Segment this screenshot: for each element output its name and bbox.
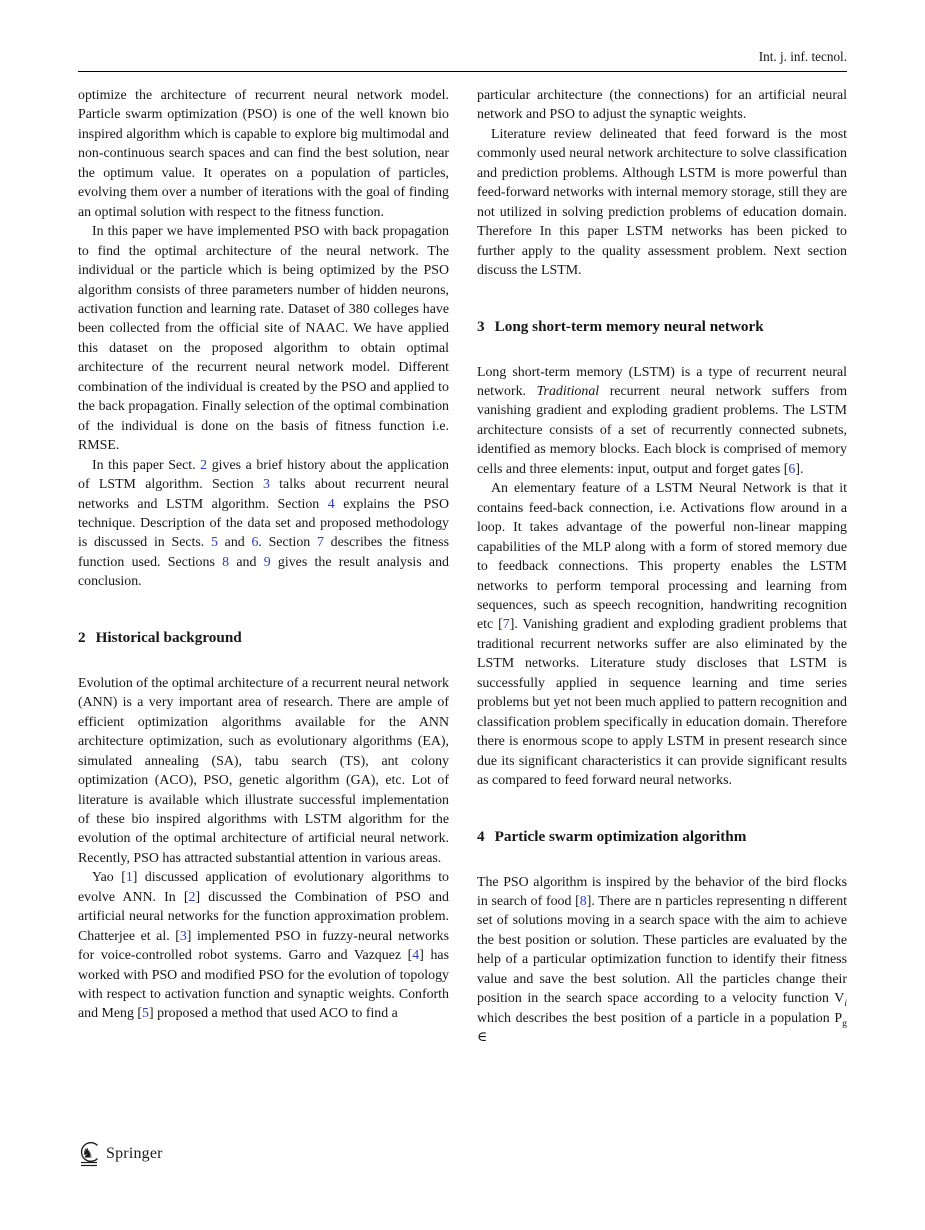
- right-column: [477, 86, 847, 1048]
- paragraph: [78, 456, 449, 592]
- paragraph: [78, 868, 449, 1024]
- text-run: particular architecture (the connections) for an artificial neural network and PSO to adjust the synaptic weights.: [477, 88, 847, 123]
- paragraph: [78, 674, 449, 869]
- reference-link[interactable]: 3: [262, 477, 270, 493]
- section-title: Historical background: [95, 628, 242, 646]
- section-title: Particle swarm optimization algorithm: [494, 827, 747, 845]
- section-number: 4: [477, 827, 485, 845]
- paragraph: [477, 479, 847, 790]
- text-run: describes the fitness function used. Sections: [78, 535, 449, 570]
- section-number: 3: [477, 317, 485, 335]
- text-run: Literature review delineated that feed forward is the most commonly used neural network architecture to solve classification and prediction problems. Although LSTM is more powerful than feed-forward networks with internal memory storage, still they are not utilized in solving prediction problems of education domain. Therefore In this paper LSTM networks has been picked to further apply to the quality assessment problem. Next section discuss the LSTM.: [477, 126, 847, 279]
- text-run: ] implemented PSO in fuzzy-neural networks for voice-controlled robot systems. Garro and Vazquez [: [78, 928, 449, 964]
- text-run: i: [844, 998, 847, 1009]
- section-heading: [477, 317, 847, 337]
- reference-link[interactable]: 5: [210, 535, 218, 551]
- section-heading: [477, 827, 847, 847]
- text-run: optimize the architecture of recurrent neural network model. Particle swarm optimization (PSO) is one of the well known bio inspired algorithm which is capable to explore big multimodal and non-continuous search spaces and can find the best solution, near the optimum value. It operates on a population of particles, evolving them over a number of iterations with the goal of finding an optimal solution with respect to the fitness function.: [78, 88, 449, 220]
- paragraph: [477, 86, 847, 125]
- journal-running-head: Int. j. inf. tecnol.: [758, 49, 847, 64]
- text-run: which describes the best position of a particle in a population P: [477, 1010, 843, 1026]
- text-run: ] proposed a method that used ACO to find a: [149, 1006, 398, 1022]
- header-rule: [78, 71, 847, 72]
- reference-link[interactable]: 6: [251, 535, 259, 551]
- section-heading: [78, 628, 449, 648]
- text-run: ] discussed application of evolutionary algorithms to evolve ANN. In [: [78, 870, 449, 905]
- text-run: ∈: [477, 1030, 488, 1046]
- reference-link[interactable]: 5: [142, 1006, 149, 1022]
- reference-link[interactable]: 8: [222, 554, 230, 570]
- text-run: g: [842, 1017, 847, 1029]
- text-run: ] discussed the Combination of PSO and artificial neural networks for the function approximation problem. Chatterjee et al. [: [78, 889, 449, 944]
- paragraph: [477, 363, 847, 480]
- text-run: ]. Vanishing gradient and exploding gradient problems that traditional recurrent networks suffer are also eliminated by the LSTM networks. Literature study discloses that LSTM is successfully applied in sequence learning and time series problems but yet not been much applied to pattern recognition and classification problem specifically in education domain. Therefore there is enormous scope to apply LSTM in present research since due its significant characteristics it can provide significant results as compared to feed forward neural networks.: [477, 617, 847, 789]
- text-run: Long short-term memory (LSTM) is a type of recurrent neural network.: [477, 364, 847, 399]
- paragraph: [477, 125, 847, 281]
- text-run: In this paper we have implemented PSO with back propagation to find the optimal architecture of the neural network. The individual or the particle which is being optimized by the PSO algorithm consists of three parameters number of hidden neurons, activation function and learning rate. Dataset of 380 colleges have been collected from the official site of NAAC. We have applied this dataset on the proposed algorithm to obtain optimal architecture of the recurrent neural network model. Different combination of the individual is created by the PSO and applied to the back propagation. Finally selection of the optimal combination of the individual is done on the basis of fitness function i.e. RMSE.: [78, 224, 449, 454]
- text-run: . Section: [258, 535, 317, 551]
- text-run: The PSO algorithm is inspired by the behavior of the bird flocks in search of food [: [477, 874, 847, 909]
- reference-link[interactable]: 6: [788, 461, 796, 477]
- text-run: Evolution of the optimal architecture of a recurrent neural network (ANN) is a very important area of research. There are ample of efficient optimization algorithms available for the ANN architecture optimization, such as evolutionary algorithms (EA), simulated annealing (SA), tabu search (TS), ant colony optimization (ACO), PSO, genetic algorithm (GA), etc. Lot of literature is available which illustrate successful implementation of these bio inspired algorithms with LSTM algorithm for the evolution of the optimal architecture of artificial neural network. Recently, PSO has attracted substantial attention in various areas.: [78, 675, 449, 866]
- paragraph: [78, 86, 449, 222]
- text-run: recurrent neural network suffers from vanishing gradient and exploding gradient problems. The LSTM architecture consists of a set of recurrently connected subnets, identified as memory blocks. Each block is comprised of memory cells and three elements: input, output and forget gates [: [477, 383, 847, 477]
- text-run: and: [217, 535, 252, 551]
- text-run: Yao [: [92, 870, 126, 886]
- reference-link[interactable]: 7: [502, 617, 510, 633]
- text-run: In this paper Sect.: [92, 457, 201, 473]
- text-run: and: [229, 554, 264, 570]
- text-run: gives the result analysis and conclusion.: [78, 554, 449, 590]
- section-title: Long short-term memory neural network: [494, 317, 764, 335]
- text-run: ]. There are n particles representing n different set of solutions moving in a search space with the aim to achieve the best position or solution. These particles are evaluated by the help of a particular optimization function to identify their fitness value and save the best solution. All the particles change their position in the search space according to a velocity function V: [477, 893, 847, 1007]
- svg-text:♞: ♞: [81, 1145, 94, 1162]
- text-run: gives a brief history about the application of LSTM algorithm. Section: [78, 457, 449, 493]
- reference-link[interactable]: 2: [188, 889, 196, 905]
- paragraph: [477, 873, 847, 1048]
- publisher-footer: [78, 1141, 163, 1167]
- springer-logo-icon: [78, 1141, 100, 1167]
- section-number: 2: [78, 628, 86, 646]
- reference-link[interactable]: 9: [263, 554, 271, 570]
- text-run: Traditional: [536, 383, 600, 399]
- left-column: [78, 86, 449, 1024]
- reference-link[interactable]: 4: [327, 496, 335, 512]
- publisher-name: Springer: [106, 1145, 163, 1162]
- reference-link[interactable]: 1: [125, 870, 133, 886]
- paragraph: [78, 222, 449, 455]
- reference-link[interactable]: 3: [179, 928, 187, 944]
- text-run: explains the PSO technique. Description of the data set and proposed methodology is discussed in Sects.: [78, 496, 449, 551]
- text-run: ] has worked with PSO and modified PSO for the evolution of topology with respect to activation function and synaptic weights. Conforth and Meng [: [78, 948, 449, 1022]
- reference-link[interactable]: 8: [579, 893, 587, 909]
- reference-link[interactable]: 2: [200, 457, 208, 473]
- reference-link[interactable]: 7: [316, 535, 324, 551]
- reference-link[interactable]: 4: [412, 948, 420, 964]
- text-run: An elementary feature of a LSTM Neural Network is that it contains feed-back connection, i.e. Activations flow around in a loop. It takes advantage of the powerful non-linear mapping capabilities of the MLP along with a form of stored memory due to feedback connections. This property enables the LSTM networks to perform temporal processing and learning from sequences, such as speech recognition, handwriting recognition etc [: [477, 481, 847, 633]
- text-run: talks about recurrent neural networks and LSTM algorithm. Section: [78, 477, 449, 512]
- text-run: ].: [795, 461, 804, 477]
